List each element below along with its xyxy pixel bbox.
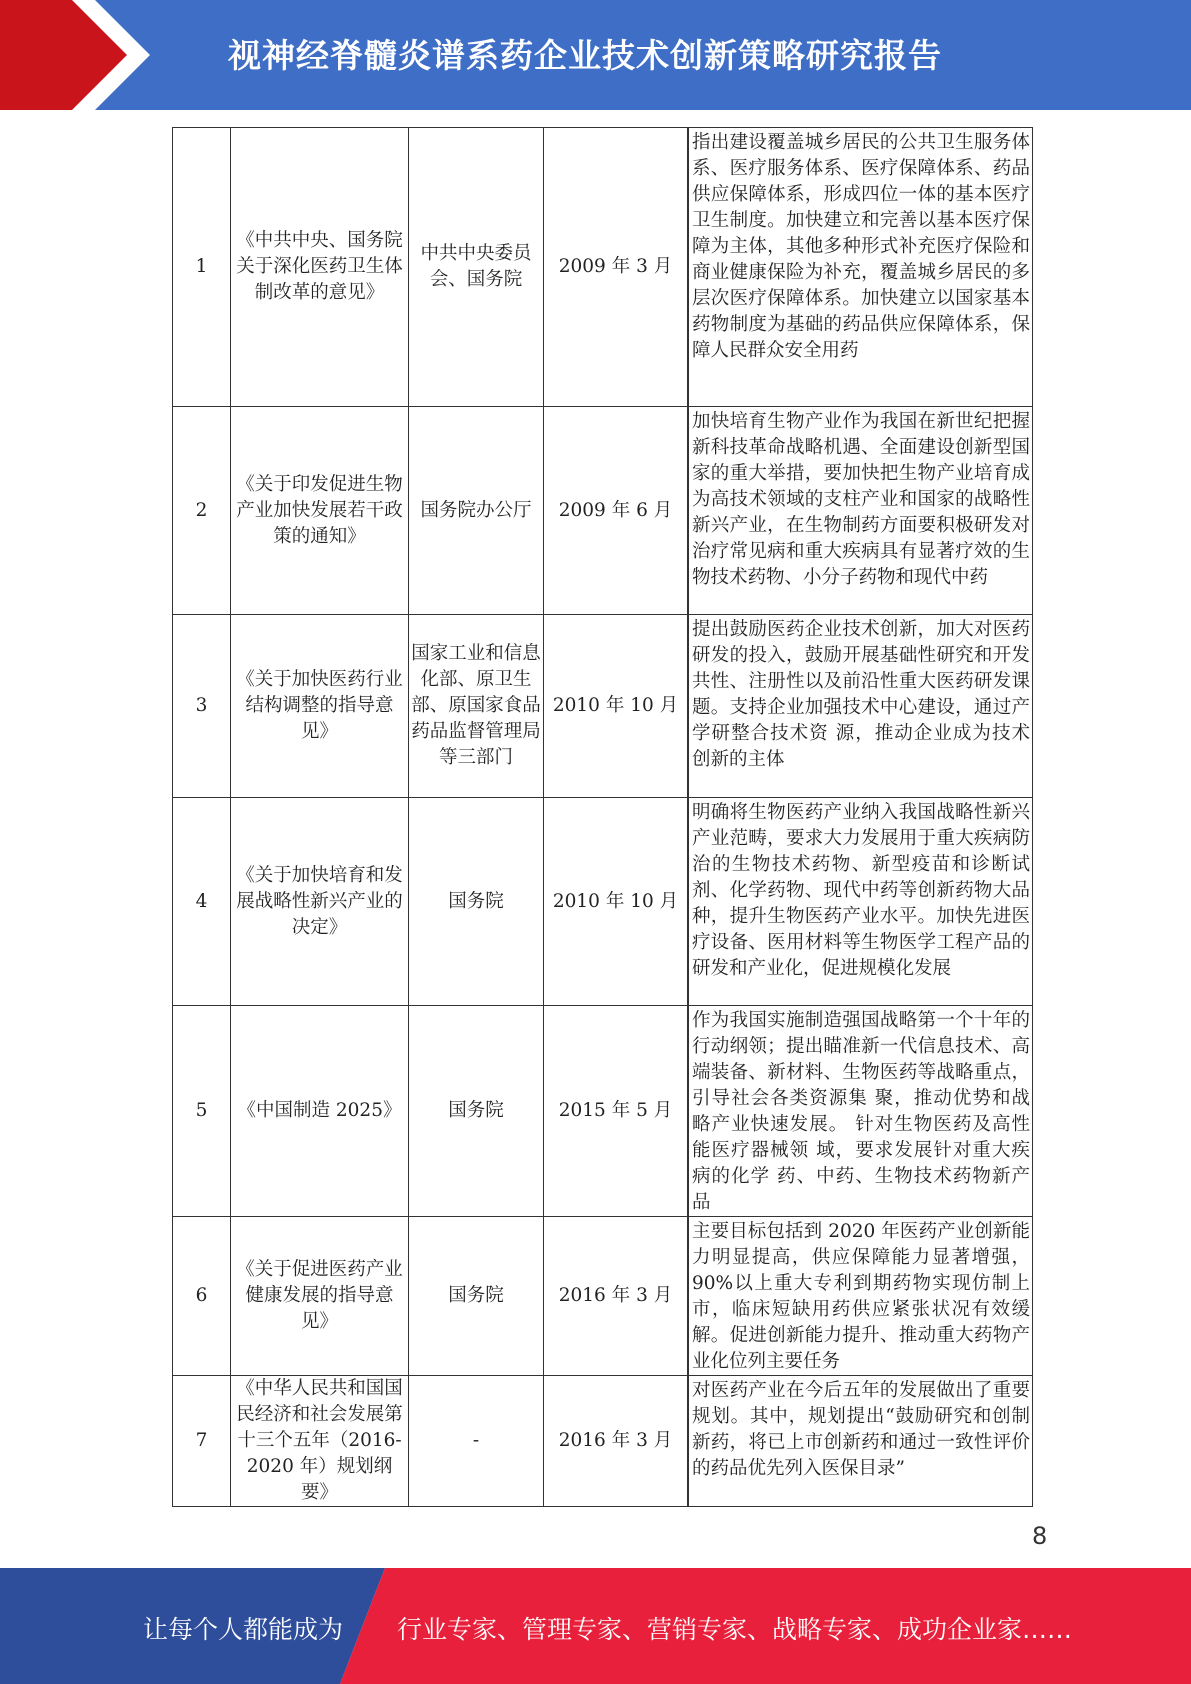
issue-date: 2010 年 10 月 [544, 798, 688, 1006]
policy-content: 提出鼓励医药企业技术创新，加大对医药研发的投入，鼓励开展基础性研究和开发共性、注册性以及前沿性重大医药研发课题。支持企业加强技术中心建设，通过产学研整合技术资 源，推动企业成为技术创新的主体 [689, 615, 1033, 798]
policy-content: 明确将生物医药产业纳入我国战略性新兴产业范畴，要求大力发展用于重大疾病防治的生物技术药物、新型疫苗和诊断试剂、化学药物、现代中药等创新药物大品种，提升生物医药产业水平。加快先进医疗设备、医用材料等生物医学工程产品的研发和产业化，促进规模化发展 [689, 798, 1033, 1006]
policy-content: 对医药产业在今后五年的发展做出了重要规划。其中，规划提出“鼓励研究和创制新药，将已上市创新药和通过一致性评价的药品优先列入医保目录” [689, 1376, 1033, 1507]
issuing-authority: - [409, 1376, 544, 1507]
row-number: 2 [173, 407, 231, 615]
table-row [173, 1006, 1033, 1217]
table-row [173, 1376, 1033, 1507]
policy-name: 《关于印发促进生物产业加快发展若干政策的通知》 [231, 407, 409, 615]
policy-content: 主要目标包括到 2020 年医药产业创新能力明显提高，供应保障能力显著增强，90%以上重大专利到期药物实现仿制上市，临床短缺用药供应紧张状况有效缓解。促进创新能力提升、推动重大药物产业化位列主要任务 [689, 1217, 1033, 1376]
table-row [173, 1217, 1033, 1376]
row-number: 7 [173, 1376, 231, 1507]
issuing-authority: 国务院办公厅 [409, 407, 544, 615]
issue-date: 2016 年 3 月 [544, 1376, 688, 1507]
chevron-arrow-icon [0, 0, 160, 110]
issue-date: 2016 年 3 月 [544, 1217, 688, 1376]
row-number: 6 [173, 1217, 231, 1376]
row-number: 4 [173, 798, 231, 1006]
policy-content: 作为我国实施制造强国战略第一个十年的行动纲领；提出瞄准新一代信息技术、高端装备、新材料、生物医药等战略重点，引导社会各类资源集 聚，推动优势和战略产业快速发展。 针对生物医药及高性能医疗器械领 域，要求发展针对重大疾病的化学 药、中药、生物技术药物新产品 [689, 1006, 1033, 1217]
policy-content: 加快培育生物产业作为我国在新世纪把握新科技革命战略机遇、全面建设创新型国家的重大举措，要加快把生物产业培育成为高技术领域的支柱产业和国家的战略性新兴产业，在生物制药方面要积极研发对治疗常见病和重大疾病具有显著疗效的生物技术药物、小分子药物和现代中药 [689, 407, 1033, 615]
table-row [173, 798, 1033, 1006]
issuing-authority: 国家工业和信息化部、原卫生部、原国家食品药品监督管理局等三部门 [409, 615, 544, 798]
issuing-authority: 国务院 [409, 1217, 544, 1376]
footer-banner [0, 1568, 1191, 1684]
issuing-authority: 国务院 [409, 1006, 544, 1217]
issue-date: 2009 年 3 月 [544, 128, 688, 407]
policy-name: 《关于加快培育和发展战略性新兴产业的决定》 [231, 798, 409, 1006]
policy-name: 《中国制造 2025》 [231, 1006, 409, 1217]
issue-date: 2009 年 6 月 [544, 407, 688, 615]
issue-date: 2015 年 5 月 [544, 1006, 688, 1217]
issuing-authority: 中共中央委员会、国务院 [409, 128, 544, 407]
policy-name: 《关于加快医药行业结构调整的指导意见》 [231, 615, 409, 798]
table-row [173, 407, 1033, 615]
report-title: 视神经脊髓炎谱系药企业技术创新策略研究报告 [228, 36, 942, 75]
issue-date: 2010 年 10 月 [544, 615, 688, 798]
footer-slogan-left: 让每个人都能成为 [143, 1615, 344, 1644]
policy-name: 《关于促进医药产业健康发展的指导意见》 [231, 1217, 409, 1376]
footer-slogan-right: 行业专家、管理专家、营销专家、战略专家、成功企业家…… [397, 1615, 1073, 1644]
policy-table [172, 127, 1033, 1507]
header-banner [0, 0, 1191, 110]
page-number: 8 [1032, 1522, 1048, 1550]
table-row [173, 128, 1033, 407]
table-row [173, 615, 1033, 798]
row-number: 1 [173, 128, 231, 407]
policy-content: 指出建设覆盖城乡居民的公共卫生服务体系、医疗服务体系、医疗保障体系、药品供应保障体系，形成四位一体的基本医疗卫生制度。加快建立和完善以基本医疗保障为主体，其他多种形式补充医疗保险和商业健康保险为补充，覆盖城乡居民的多层次医疗保障体系。加快建立以国家基本药物制度为基础的药品供应保障体系，保 障人民群众安全用药 [689, 128, 1033, 407]
policy-name: 《中共中央、国务院关于深化医药卫生体制改革的意见》 [231, 128, 409, 407]
row-number: 5 [173, 1006, 231, 1217]
row-number: 3 [173, 615, 231, 798]
policy-name: 《中华人民共和国国民经济和社会发展第十三个五年（2016-2020 年）规划纲要》 [231, 1376, 409, 1507]
issuing-authority: 国务院 [409, 798, 544, 1006]
